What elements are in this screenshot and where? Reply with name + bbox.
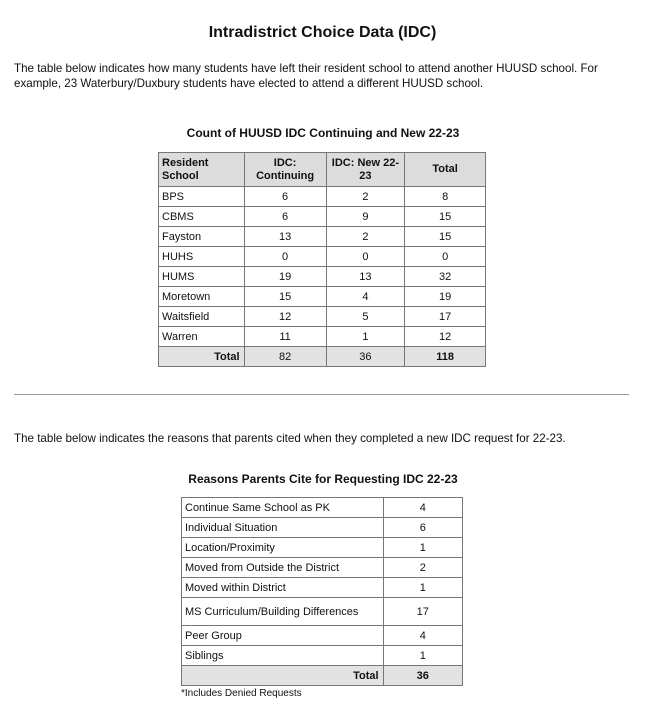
table-header-row bbox=[159, 153, 486, 187]
new-cell: 0 bbox=[326, 247, 405, 267]
table-row bbox=[182, 626, 463, 646]
intro-paragraph: The table below indicates how many students have left their resident school to attend another HUUSD school. For example, 23 Waterbury/Duxbury students have elected to attend a different HUUSD school. bbox=[14, 62, 598, 90]
school-cell: Moretown bbox=[159, 287, 245, 307]
count-cell: 4 bbox=[383, 626, 462, 646]
count-cell: 2 bbox=[383, 558, 462, 578]
table-row bbox=[182, 518, 463, 538]
count-cell: 17 bbox=[383, 598, 462, 626]
reason-cell: Individual Situation bbox=[182, 518, 384, 538]
total-cell: 32 bbox=[405, 267, 486, 287]
count-cell: 1 bbox=[383, 578, 462, 598]
table-row bbox=[159, 327, 486, 347]
reason-cell: Continue Same School as PK bbox=[182, 498, 384, 518]
table-row bbox=[159, 187, 486, 207]
school-cell: HUMS bbox=[159, 267, 245, 287]
table-row bbox=[159, 227, 486, 247]
school-cell: Waitsfield bbox=[159, 307, 245, 327]
continuing-cell: 11 bbox=[244, 327, 326, 347]
table2-total-row bbox=[182, 666, 463, 686]
table-row bbox=[159, 287, 486, 307]
continuing-cell: 19 bbox=[244, 267, 326, 287]
table-row bbox=[182, 598, 463, 626]
idc-count-table bbox=[158, 152, 486, 367]
reason-cell: MS Curriculum/Building Differences bbox=[182, 598, 384, 626]
total-cell: 8 bbox=[405, 187, 486, 207]
new-cell: 4 bbox=[326, 287, 405, 307]
school-cell: HUHS bbox=[159, 247, 245, 267]
total-cell: 12 bbox=[405, 327, 486, 347]
total-cell: 19 bbox=[405, 287, 486, 307]
header-idc-continuing: IDC: Continuing bbox=[244, 153, 326, 187]
reason-cell: Moved from Outside the District bbox=[182, 558, 384, 578]
new-cell: 9 bbox=[326, 207, 405, 227]
total-new: 36 bbox=[326, 347, 405, 367]
count-cell: 1 bbox=[383, 646, 462, 666]
school-cell: CBMS bbox=[159, 207, 245, 227]
table-row bbox=[159, 247, 486, 267]
continuing-cell: 12 bbox=[244, 307, 326, 327]
school-cell: BPS bbox=[159, 187, 245, 207]
table-row bbox=[182, 578, 463, 598]
total-label: Total bbox=[159, 347, 245, 367]
grand-total: 118 bbox=[405, 347, 486, 367]
total-cell: 15 bbox=[405, 207, 486, 227]
continuing-cell: 6 bbox=[244, 207, 326, 227]
total-label: Total bbox=[182, 666, 384, 686]
reason-cell: Siblings bbox=[182, 646, 384, 666]
reason-cell: Peer Group bbox=[182, 626, 384, 646]
total-count: 36 bbox=[383, 666, 462, 686]
total-cell: 17 bbox=[405, 307, 486, 327]
table1-total-row bbox=[159, 347, 486, 367]
continuing-cell: 6 bbox=[244, 187, 326, 207]
school-cell: Fayston bbox=[159, 227, 245, 247]
continuing-cell: 13 bbox=[244, 227, 326, 247]
table-row bbox=[159, 267, 486, 287]
page-title: Intradistrict Choice Data (IDC) bbox=[208, 24, 437, 41]
reasons-table bbox=[181, 497, 463, 686]
table-row bbox=[159, 207, 486, 227]
continuing-cell: 0 bbox=[244, 247, 326, 267]
table2-caption: Reasons Parents Cite for Requesting IDC 22-23 bbox=[188, 472, 458, 486]
header-total: Total bbox=[405, 153, 486, 187]
table-row bbox=[182, 538, 463, 558]
new-cell: 2 bbox=[326, 187, 405, 207]
table-row bbox=[182, 646, 463, 666]
table-row bbox=[159, 307, 486, 327]
section-divider bbox=[14, 394, 629, 395]
count-cell: 6 bbox=[383, 518, 462, 538]
school-cell: Warren bbox=[159, 327, 245, 347]
table-row bbox=[182, 558, 463, 578]
new-cell: 1 bbox=[326, 327, 405, 347]
reason-cell: Location/Proximity bbox=[182, 538, 384, 558]
reason-cell: Moved within District bbox=[182, 578, 384, 598]
table1-caption: Count of HUUSD IDC Continuing and New 22-23 bbox=[186, 126, 460, 140]
footnote: *Includes Denied Requests bbox=[181, 688, 302, 699]
table-row bbox=[182, 498, 463, 518]
total-continuing: 82 bbox=[244, 347, 326, 367]
header-resident-school: Resident School bbox=[159, 153, 245, 187]
new-cell: 2 bbox=[326, 227, 405, 247]
header-idc-new: IDC: New 22-23 bbox=[326, 153, 405, 187]
new-cell: 5 bbox=[326, 307, 405, 327]
total-cell: 0 bbox=[405, 247, 486, 267]
count-cell: 1 bbox=[383, 538, 462, 558]
reasons-intro-paragraph: The table below indicates the reasons that parents cited when they completed a new IDC request for 22-23. bbox=[14, 432, 566, 445]
count-cell: 4 bbox=[383, 498, 462, 518]
total-cell: 15 bbox=[405, 227, 486, 247]
continuing-cell: 15 bbox=[244, 287, 326, 307]
new-cell: 13 bbox=[326, 267, 405, 287]
